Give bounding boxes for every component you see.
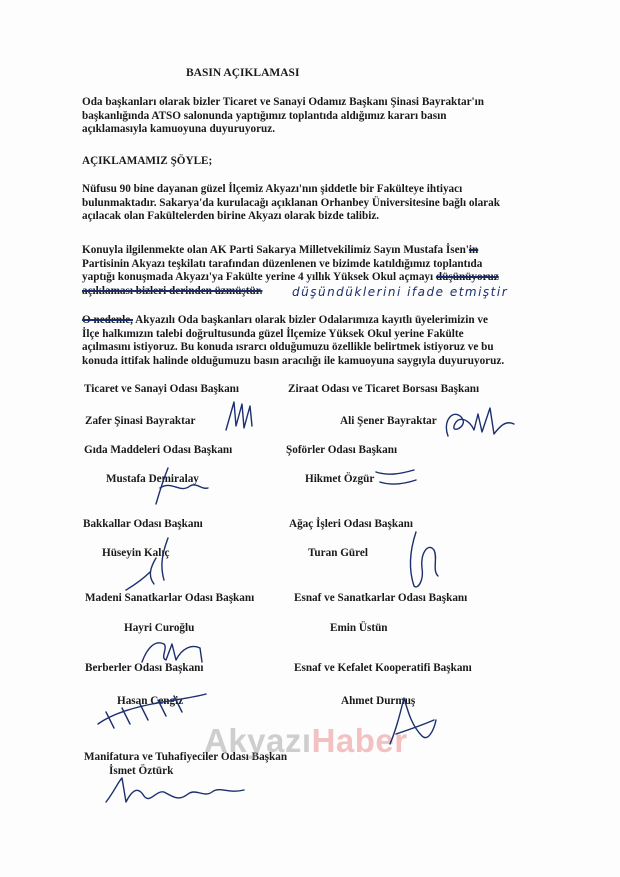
signatory-title: Manifatura ve Tuhafiyeciler Odası Başkan xyxy=(84,751,288,763)
paragraph-line: İlçe halkımızın talebi doğrultusunda güzel İlçemize Yüksek Okul yerine Fakülte xyxy=(82,327,464,340)
signatory-title: Berberler Odası Başkanı xyxy=(85,662,204,674)
intro-line: başkanlığında ATSO salonunda yaptığımız toplantıda aldığımız kararı basın xyxy=(82,109,447,122)
paragraph-line: açılacak olan Fakültelerden birine Akyazı olarak bizde talibiz. xyxy=(82,210,380,223)
intro-line: açıklamasıyla kamuoyuna duyuruyoruz. xyxy=(82,123,276,136)
signatory-title: Gıda Maddeleri Odası Başkanı xyxy=(84,444,233,456)
signature-mark xyxy=(100,772,250,812)
paragraph-line: Konuyla ilgilenmekte olan AK Parti Sakarya Milletvekilimiz Sayın Mustafa İsen'in xyxy=(82,244,479,256)
signatory-title: Madeni Sanatkarlar Odası Başkanı xyxy=(85,592,255,604)
signatory-name: Hikmet Özgür xyxy=(305,473,375,485)
paragraph-line: Partisinin Akyazı teşkilatı tarafından düzenlenen ve bizimde katıldığımız toplantıda xyxy=(82,257,483,270)
signature-mark xyxy=(150,460,210,510)
intro-paragraph xyxy=(82,96,582,137)
signatory-name: Hüseyin Kalıç xyxy=(102,547,170,559)
signatory-name: Emin Üstün xyxy=(330,622,388,634)
document-title: BASIN AÇIKLAMASI xyxy=(186,67,300,79)
signatory-name: Turan Gürel xyxy=(308,547,368,559)
signature-mark xyxy=(440,400,520,446)
section-heading: AÇIKLAMAMIZ ŞÖYLE; xyxy=(82,155,213,167)
signatory-title: Ticaret ve Sanayi Odası Başkanı xyxy=(84,383,239,395)
signatory-title: Ziraat Odası ve Ticaret Borsası Başkanı xyxy=(288,383,480,395)
signatory-name: Zafer Şinasi Bayraktar xyxy=(85,415,196,427)
paragraph-faculty-need xyxy=(82,183,582,224)
signature-mark xyxy=(372,464,420,494)
paragraph-line: O nedenle, Akyazılı Oda başkanları olarak bizler Odalarımıza kayıtlı üyelerimizin ve xyxy=(82,314,488,326)
paragraph-line: yaptığı konuşmada Akyazı'ya Fakülte yerine 4 yıllık Yüksek Okul açmayı düşünüyoruz xyxy=(82,271,499,284)
signatory-name: Hayri Curoğlu xyxy=(124,622,195,634)
signatory-title: Esnaf ve Kefalet Kooperatifi Başkanı xyxy=(294,662,472,674)
watermark-logo: AkyazıHaber xyxy=(204,722,408,759)
signatory-title: Esnaf ve Sanatkarlar Odası Başkanı xyxy=(294,592,468,604)
signatory-name: Mustafa Demiralay xyxy=(106,473,199,485)
signature-mark xyxy=(222,396,262,436)
signatory-name: Ahmet Durmuş xyxy=(341,695,416,707)
signature-mark xyxy=(136,630,206,670)
signatory-name: Hasan Cengiz xyxy=(117,695,184,707)
struck-text: açıklaması bizleri derinden üzmüştür. xyxy=(82,284,263,297)
paragraph-line: konuda ittifak halinde olduğumuzu basın aracılığı ile kamuoyuna saygıyla duyuruyoruz. xyxy=(82,354,505,367)
paragraph-line: bulunmaktadır. Sakarya'da kurulacağı açıklanan Orhanbey Üniversitesine bağlı olarak xyxy=(82,196,500,209)
struck-text: in xyxy=(468,244,479,256)
signatory-name: Ali Şener Bayraktar xyxy=(340,415,437,427)
signatory-title: Şoförler Odası Başkanı xyxy=(286,444,398,456)
intro-line: Oda başkanları olarak bizler Ticaret ve Sanayi Odamız Başkanı Şinasi Bayraktar'ın xyxy=(82,96,484,108)
paragraph-line: Nüfusu 90 bine dayanan güzel İlçemiz Akyazı'nın şiddetle bir Fakülteye ihtiyacı xyxy=(82,183,463,195)
signature-mark xyxy=(398,528,444,594)
paragraph-request xyxy=(82,314,582,368)
signatory-title: Bakkallar Odası Başkanı xyxy=(83,518,203,530)
handwritten-correction: düşündüklerini ifade etmiştir xyxy=(292,285,509,299)
signature-mark xyxy=(120,532,190,594)
signatory-title: Ağaç İşleri Odası Başkanı xyxy=(289,518,414,530)
signatory-name: İsmet Öztürk xyxy=(109,765,174,777)
signature-mark xyxy=(92,684,212,732)
paragraph-line: açılmasını istiyoruz. Bu konuda ısrarcı olduğumuzu özellikle belirtmek istiyoruz ve bu xyxy=(82,341,494,354)
signature-mark xyxy=(382,690,442,750)
struck-text: düşünüyoruz xyxy=(435,271,499,284)
struck-text: O nedenle, xyxy=(82,314,133,326)
